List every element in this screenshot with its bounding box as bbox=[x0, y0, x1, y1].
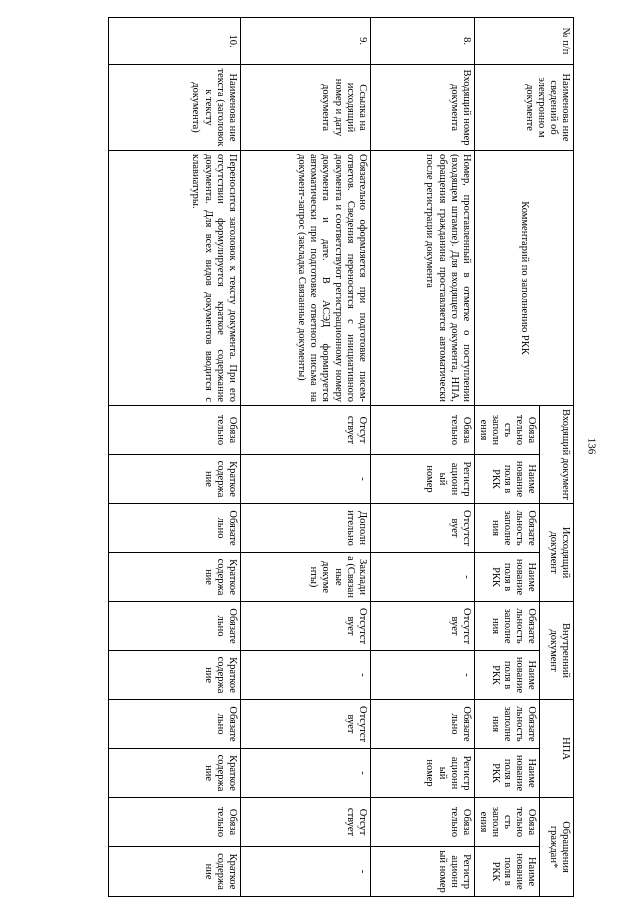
row-num: 8. bbox=[370, 18, 474, 65]
row-cell: - bbox=[370, 553, 474, 602]
row-cell: Отсутст вует bbox=[370, 602, 474, 651]
row-cell: Обяза тельно bbox=[108, 406, 240, 455]
page-number: 136 bbox=[585, 437, 598, 455]
row-cell: Регистр ационн ый номер bbox=[370, 749, 474, 798]
row-cell: Краткое содержа ние bbox=[108, 847, 240, 897]
row-num: 9. bbox=[240, 18, 370, 65]
row-cell: Заклади а (Связан ные докуме нты) bbox=[240, 553, 370, 602]
header-sub-obligation: Обязате льность заполне ния bbox=[474, 700, 539, 749]
row-name: Ссылка на исходящий номер и дату документа bbox=[240, 65, 370, 151]
row-cell: Отсут ствует bbox=[240, 406, 370, 455]
row-cell: Краткое содержа ние bbox=[108, 455, 240, 504]
header-sub-obligation: Обязате льность заполне ния bbox=[474, 602, 539, 651]
row-cell: Отсутст вует bbox=[370, 504, 474, 553]
row-cell: Краткое содержа ние bbox=[108, 553, 240, 602]
row-name: Входящий номер документа bbox=[370, 65, 474, 151]
header-sub-field: Наиме нование поля в РКК bbox=[474, 749, 539, 798]
row-cell: - bbox=[240, 749, 370, 798]
row-cell: Дополн ительно bbox=[240, 504, 370, 553]
row-comment: Обязательно оформляется при подготовке писем-ответов. Сведения переносятся с инициативного документа и соответствуют регистрационному номеру документа и дате. В АСЭД формируется автоматически при подготовке ответного письма на документ-запрос (закладка Связанные документы) bbox=[240, 151, 370, 406]
header-group-internal: Внутренний документ bbox=[540, 602, 574, 700]
header-group-citizens: Обращения граждан* bbox=[540, 798, 574, 897]
row-cell: Обяза тельно bbox=[370, 798, 474, 847]
row-cell: Обяза тельно bbox=[370, 406, 474, 455]
table-row bbox=[240, 18, 370, 897]
row-comment: Переносится заголовок к тексту документа. При его отсутствии формулируется краткое содержание документа. Для всех видов документов вводится с клавиатуры. bbox=[108, 151, 240, 406]
rkk-table bbox=[108, 17, 574, 897]
header-sub-obligation: Обяза тельно сть заполн ения bbox=[474, 406, 539, 455]
row-comment: Номер, проставленный в отметке о поступлении (входящем штампе). Для входящего документа, НПА, обращения гражданина проставляется автоматически после регистрации документа bbox=[370, 151, 474, 406]
header-group-outgoing: Исходящий документ bbox=[540, 504, 574, 602]
row-cell: - bbox=[240, 455, 370, 504]
header-sub-obligation: Обяза тельно сть заполн ения bbox=[474, 798, 539, 847]
row-cell: Отсутст вует bbox=[240, 700, 370, 749]
header-group-npa: НПА bbox=[540, 700, 574, 798]
row-cell: Обязате льно bbox=[108, 700, 240, 749]
header-num: № п/п bbox=[474, 18, 573, 65]
table-row bbox=[370, 18, 474, 897]
row-name: Наименова ние текста (заголовок к тексту документа) bbox=[108, 65, 240, 151]
row-cell: Обязате льно bbox=[370, 700, 474, 749]
header-comment: Комментарий по заполнению РКК bbox=[474, 151, 573, 406]
header-name: Наименова ние сведений об электронно м документе bbox=[474, 65, 573, 151]
row-cell: Регистр ационн ый номер bbox=[370, 455, 474, 504]
row-cell: - bbox=[240, 847, 370, 897]
row-cell: Отсутст вует bbox=[240, 602, 370, 651]
row-cell: - bbox=[240, 651, 370, 700]
rotated-page bbox=[112, 17, 574, 897]
row-num: 10. bbox=[108, 18, 240, 65]
row-cell: - bbox=[370, 651, 474, 700]
header-sub-field: Наиме нование поля в РКК bbox=[474, 847, 539, 897]
row-cell: Краткое содержа ние bbox=[108, 749, 240, 798]
header-sub-field: Наиме нование поля в РКК bbox=[474, 651, 539, 700]
row-cell: Отсут ствует bbox=[240, 798, 370, 847]
header-group-incoming: Входящий документ bbox=[540, 406, 574, 504]
row-cell: Обяза тельно bbox=[108, 798, 240, 847]
row-cell: Обязате льно bbox=[108, 602, 240, 651]
header-sub-field: Наиме нование поля в РКК bbox=[474, 455, 539, 504]
row-cell: Краткое содержа ние bbox=[108, 651, 240, 700]
row-cell: Регистр ационн ый номер bbox=[370, 847, 474, 897]
header-row-groups bbox=[540, 18, 574, 897]
header-sub-field: Наиме нование поля в РКК bbox=[474, 553, 539, 602]
row-cell: Обязате льно bbox=[108, 504, 240, 553]
header-sub-obligation: Обязате льность заполне ния bbox=[474, 504, 539, 553]
table-row bbox=[108, 18, 240, 897]
